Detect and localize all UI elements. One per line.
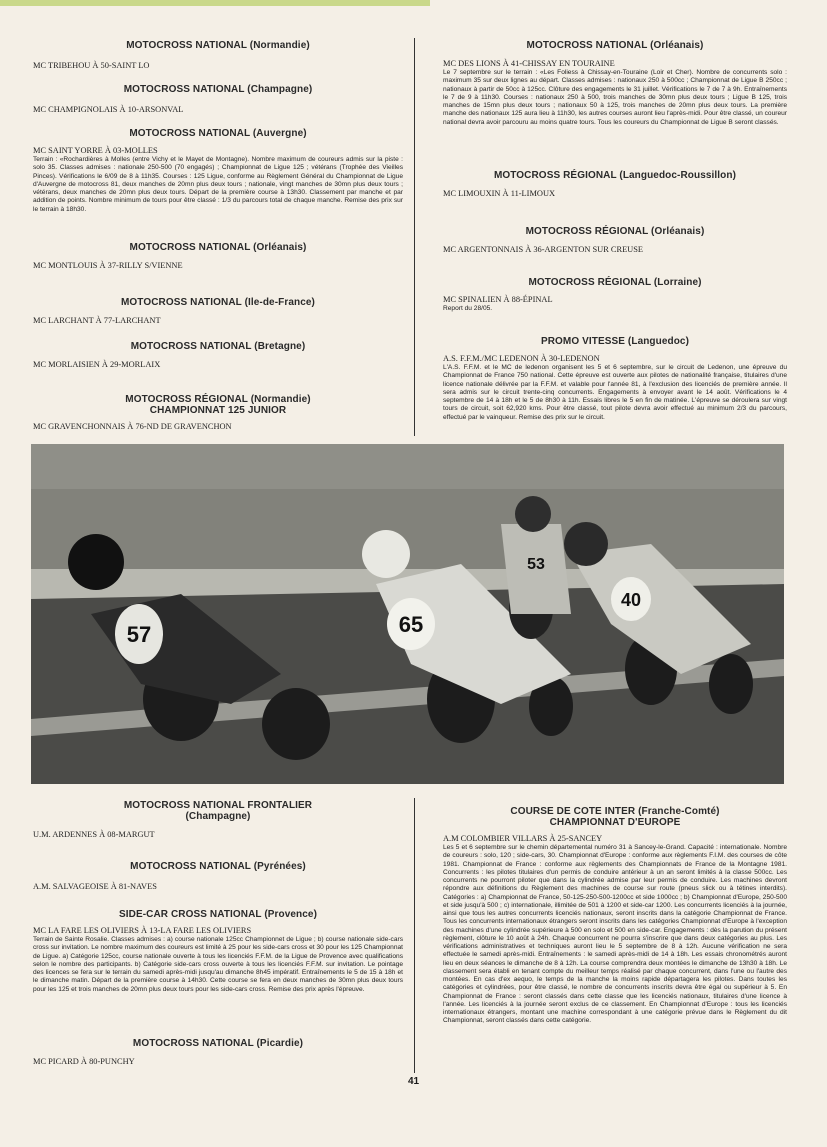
section-heading: MOTOCROSS NATIONAL (Bretagne) (130, 341, 306, 352)
section-heading: MOTOCROSS NATIONAL (Pyrénées) (130, 861, 306, 872)
club-line: MC DES LIONS À 41-CHISSAY EN TOURAINE (443, 59, 615, 68)
club-line: A.M COLOMBIER VILLARS À 25-SANCEY (443, 834, 603, 843)
section-motocross-regional-normandie (33, 394, 403, 432)
section-heading: MOTOCROSS RÉGIONAL (Normandie) (125, 394, 311, 405)
club-line: A.M. SALVAGEOISE À 81-NAVES (33, 882, 157, 891)
club-line: MC ARGENTONNAIS À 36-ARGENTON SUR CREUSE (443, 245, 644, 254)
page-number: 41 (407, 1076, 420, 1087)
section-regional-orleanais (443, 226, 787, 255)
section-heading: MOTOCROSS NATIONAL (Champagne) (123, 84, 313, 95)
section-subheading: (Champagne) (185, 811, 251, 822)
section-heading: MOTOCROSS NATIONAL (Normandie) (126, 40, 310, 51)
section-body: Les 5 et 6 septembre sur le chemin départemental numéro 31 à Sancey-le-Grand. Capacité : internationale. Nombre de coureurs : solo, 120 ; side-cars, 30. Championnat d'Europe : conforme aux règlements F.I.M. des courses de côte 1981. Championnat de France : conforme aux règlements des Championnats de France de la Montagne 1981. Concurrents : les pilotes titulaires d'un permis de conduire antérieur à un an seront limités à la classe 500cc. Les concurrents ne pourront piloter que dans la cylindrée admise par leur permis de conduire. Les machines devront répondre aux définitions du Règlement des machines de course sur route (pneus slick ou à tétines interdits). Catégories : a) Championnat de France, 50-125-250-500-1200cc et side 1000cc ; b) Championnat d'Europe, 250-500 et side jusqu'à 500 ; c) internationale, illimitée de 501 à 1200 et side-car 1200. Les concurrents licenciés à la journée, ainsi que tous les autres concurrents licenciés nationaux, seront inscrits dans la catégorie Championnat de France. Tous les concurrents internationaux étrangers seront inscrits dans les catégories Championnat d'Europe à l'exception des machines d'une cylindrée supérieure à 500 en solo et 500 en side-car. Engagements : dès la parution du présent règlement, clôture le 10 août à 24h. Chaque concurrent ne pourra s'inscrire que dans deux catégories au plus. Les vérifications administratives et techniques auront lieu le 5 septembre de 8 à 12h. Aucune vérification ne sera effectuée le samedi après-midi. Entraînements : le samedi après-midi de 14 à 18h. Les essais chronométrés auront lieu en deux séances le dimanche de 8 à 12h. La course comprendra deux montées le dimanche de 13h30 à 18h. Le classement sera établi en tenant compte du meilleur temps réalisé par chaque concurrent, dans l'une ou l'autre des montées. En cas d'ex aequo, le temps de la manche la moins rapide départagera les pilotes. Dans toutes les catégories et cylindrées, pour être classé, le nombre de concurrents inscrits devra être égal ou supérieur à 5. En Championnat de France : seront classés dans cette classe que les licenciés nationaux, titulaires d'une licence à l'année. Les licenciés à la journée seront exclus de ce classement. En Championnat d'Europe : tous les licenciés internationaux étrangers, montant une machine correspondant à une catégorie prévue dans le Règlement du dit Championnat, seront classés dans cette catégorie. (443, 844, 787, 1025)
rider-53-number: 53 (527, 556, 545, 573)
section-body: L'A.S. F.F.M. et le MC de ledenon organisent les 5 et 6 septembre, sur le circuit de Ledenon, une épreuve du Championnat de France 750 national. Cette épreuve est ouverte aux pilotes de nationalité française, titulaires d'une licence nationale délivrée par la F.F.M. et valable pour l'année 81, à l'exclusion des licenciés de première année. Il sera admis sur le circuit trente-cinq concurrents. Engagements à envoyer avant le 14 août. Vérifications le 4 septembre de 14 à 18h et le 5 de 8h30 à 11h. Essais libres le 5 en fin de matinée. L'épreuve se déroulera sur vingt tours de circuit, soit 62,920 kms. Pour être classé, tout pilote devra avoir effectué au minimum 2/3 du parcours, effectué par le vainqueur. Remise des prix sur le circuit. (443, 364, 787, 421)
section-motocross-bretagne (33, 341, 403, 370)
column-divider-bottom (414, 798, 415, 1073)
section-motocross-pyrenees (33, 861, 403, 892)
section-motocross-auvergne (33, 128, 403, 214)
rider-57-helmet (68, 534, 124, 590)
section-heading: SIDE-CAR CROSS NATIONAL (Provence) (118, 909, 318, 920)
rider-65-number: 65 (398, 612, 424, 637)
section-course-de-cote (443, 806, 787, 1026)
section-subheading: CHAMPIONNAT D'EUROPE (549, 817, 681, 828)
rider-65-helmet (362, 530, 410, 578)
section-heading: MOTOCROSS NATIONAL (Ile-de-France) (121, 297, 315, 308)
top-color-strip (0, 0, 430, 6)
section-regional-languedoc-roussillon (443, 170, 787, 199)
section-heading: MOTOCROSS NATIONAL (Orléanais) (129, 242, 307, 253)
section-heading: MOTOCROSS RÉGIONAL (Lorraine) (528, 277, 702, 288)
section-motocross-champagne (33, 84, 403, 115)
section-motocross-picardie (33, 1038, 403, 1067)
section-heading: MOTOCROSS NATIONAL (Picardie) (132, 1038, 304, 1049)
club-line: MC CHAMPIGNOLAIS À 10-ARSONVAL (33, 105, 184, 114)
section-motocross-ile-de-france (33, 297, 403, 326)
rider-53-helmet (515, 496, 551, 532)
section-heading: MOTOCROSS NATIONAL FRONTALIER (123, 800, 313, 811)
rider-57-rear-wheel (262, 688, 330, 760)
section-heading: COURSE DE COTE INTER (Franche-Comté) (510, 806, 720, 817)
club-line: MC MORLAISIEN À 29-MORLAIX (33, 360, 161, 369)
section-heading: MOTOCROSS NATIONAL (Orléanais) (526, 40, 704, 51)
section-heading: PROMO VITESSE (Languedoc) (540, 336, 690, 347)
section-body: Report du 28/05. (443, 305, 493, 312)
club-line: MC LIMOUXIN À 11-LIMOUX (443, 189, 556, 198)
section-side-car-cross-provence (33, 909, 403, 994)
race-photo (31, 444, 784, 784)
rider-40-number: 40 (620, 590, 642, 610)
section-subheading: CHAMPIONNAT 125 JUNIOR (149, 405, 287, 416)
club-line: A.S. F.F.M./MC LEDENON À 30-LEDENON (443, 354, 600, 363)
column-divider-top (414, 38, 415, 436)
section-heading: MOTOCROSS NATIONAL (Auvergne) (129, 128, 307, 139)
club-line: U.M. ARDENNES À 08-MARGUT (33, 830, 155, 839)
section-body: Terrain : «Rochardières à Molles (entre Vichy et le Mayet de Montagne). Nombre maximum de coureurs admis sur la piste : solo 35. Classes admises : nationale 250-500 (70 engagés) ; Championnat de Ligue 125 ; vétérans (Trophée des Vieilles Pinces). Vérifications le 6/09 de 8 à 11h35. Courses : 125 Ligue, conforme au Règlement Général du Championnat de Ligue d'Auvergne de motocross 81, deux manches de 20mn plus deux tours ; nationale, vingt manches de 30mn plus deux tours ; vétérans, deux manches de 20mn plus deux tours. Départ de la première course à 13h30. Classement par manche et par addition de points. Nombre minimum de tours pour être classé : 1/3 du parcours total de chaque manche. Remise des prix sur le terrain à 18h30. (33, 156, 403, 213)
race-photo-illustration (31, 444, 784, 784)
club-line: MC TRIBEHOU À 50-SAINT LO (33, 61, 150, 70)
rider-40-rear-wheel (709, 654, 753, 714)
club-line: MC LARCHANT À 77-LARCHANT (33, 316, 161, 325)
section-motocross-frontalier (33, 800, 403, 840)
section-heading: MOTOCROSS RÉGIONAL (Orléanais) (525, 226, 705, 237)
section-heading: MOTOCROSS RÉGIONAL (Languedoc-Roussillon) (493, 170, 737, 181)
rider-57-number: 57 (126, 622, 152, 647)
section-motocross-orleanais-left (33, 242, 403, 271)
club-line: MC MONTLOUIS À 37-RILLY S/VIENNE (33, 261, 183, 270)
section-body: Le 7 septembre sur le terrain : «Les Foliess à Chissay-en-Touraine (Loir et Cher). Nombre de concurrents solo : maximum 35 sur deux lignes au départ. Classes admises : nationaux 250 à 500cc ; Championnat de Ligue B 250cc ; nationaux à partir de 50cc à 125cc. Clôture des engagements le 31 juillet. Vérifications le 7 de 7 à 9h. Entraînements le 7 de 9 à 11h30. Courses : nationaux 250 à 500, trois manches de 30mn plus deux tours ; Ligue B 125, trois manches de 15mn plus deux tours ; nationaux 50 à 125, trois manches de 20mn plus deux tours. La première manche des nationaux 125 aura lieu à 11h30, les autres courses auront lieu l'après-midi. Pour être classé, un coureur national devra avoir parcouru au moins quatre tours. Tous les coureurs du Championnat de Ligue B seront classés. (443, 69, 787, 126)
club-line: MC GRAVENCHONNAIS À 76-ND DE GRAVENCHON (33, 422, 232, 431)
section-promo-vitesse (443, 336, 787, 422)
club-line: MC SPINALIEN À 88-ÉPINAL (443, 295, 553, 304)
rider-40-helmet (564, 522, 608, 566)
section-body: Terrain de Sainte Rosalie. Classes admises : a) course nationale 125cc Championnet de Ligue ; b) course nationale side-cars cross sur invitation. Le nombre maximum des coureurs est limité à 25 pour les side-cars cross et 30 pour les 125 Championnat de Ligue. a) Catégorie 125cc, course nationale ouverte à tous les licenciés F.F.M. de la Ligue de Provence avec qualifications selon le nombre des participants. b) Catégorie side-cars cross ouverte à tous les licenciés F.F.M. sur invitation. Le pointage des licences se fera sur le terrain du samedi après-midi jusqu'au dimanche 8h45 impératif. Entraînements le 5 de 15 à 18h et le dimanche matin. Départ de la première course à 14h30. Cette course se fera en deux manches de 30mn plus deux tours pour les 125 et trois manches de 20mn plus deux tours pour les side-cars cross. Remise des prix après l'épreuve. (33, 936, 403, 993)
section-motocross-orleanais-right (443, 40, 787, 127)
section-regional-lorraine (443, 277, 787, 313)
section-motocross-normandie (33, 40, 403, 71)
club-line: MC PICARD À 80-PUNCHY (33, 1057, 135, 1066)
club-line: MC LA FARE LES OLIVIERS À 13-LA FARE LES OLIVIERS (33, 926, 252, 935)
club-line: MC SAINT YORRE À 03-MOLLES (33, 146, 158, 155)
